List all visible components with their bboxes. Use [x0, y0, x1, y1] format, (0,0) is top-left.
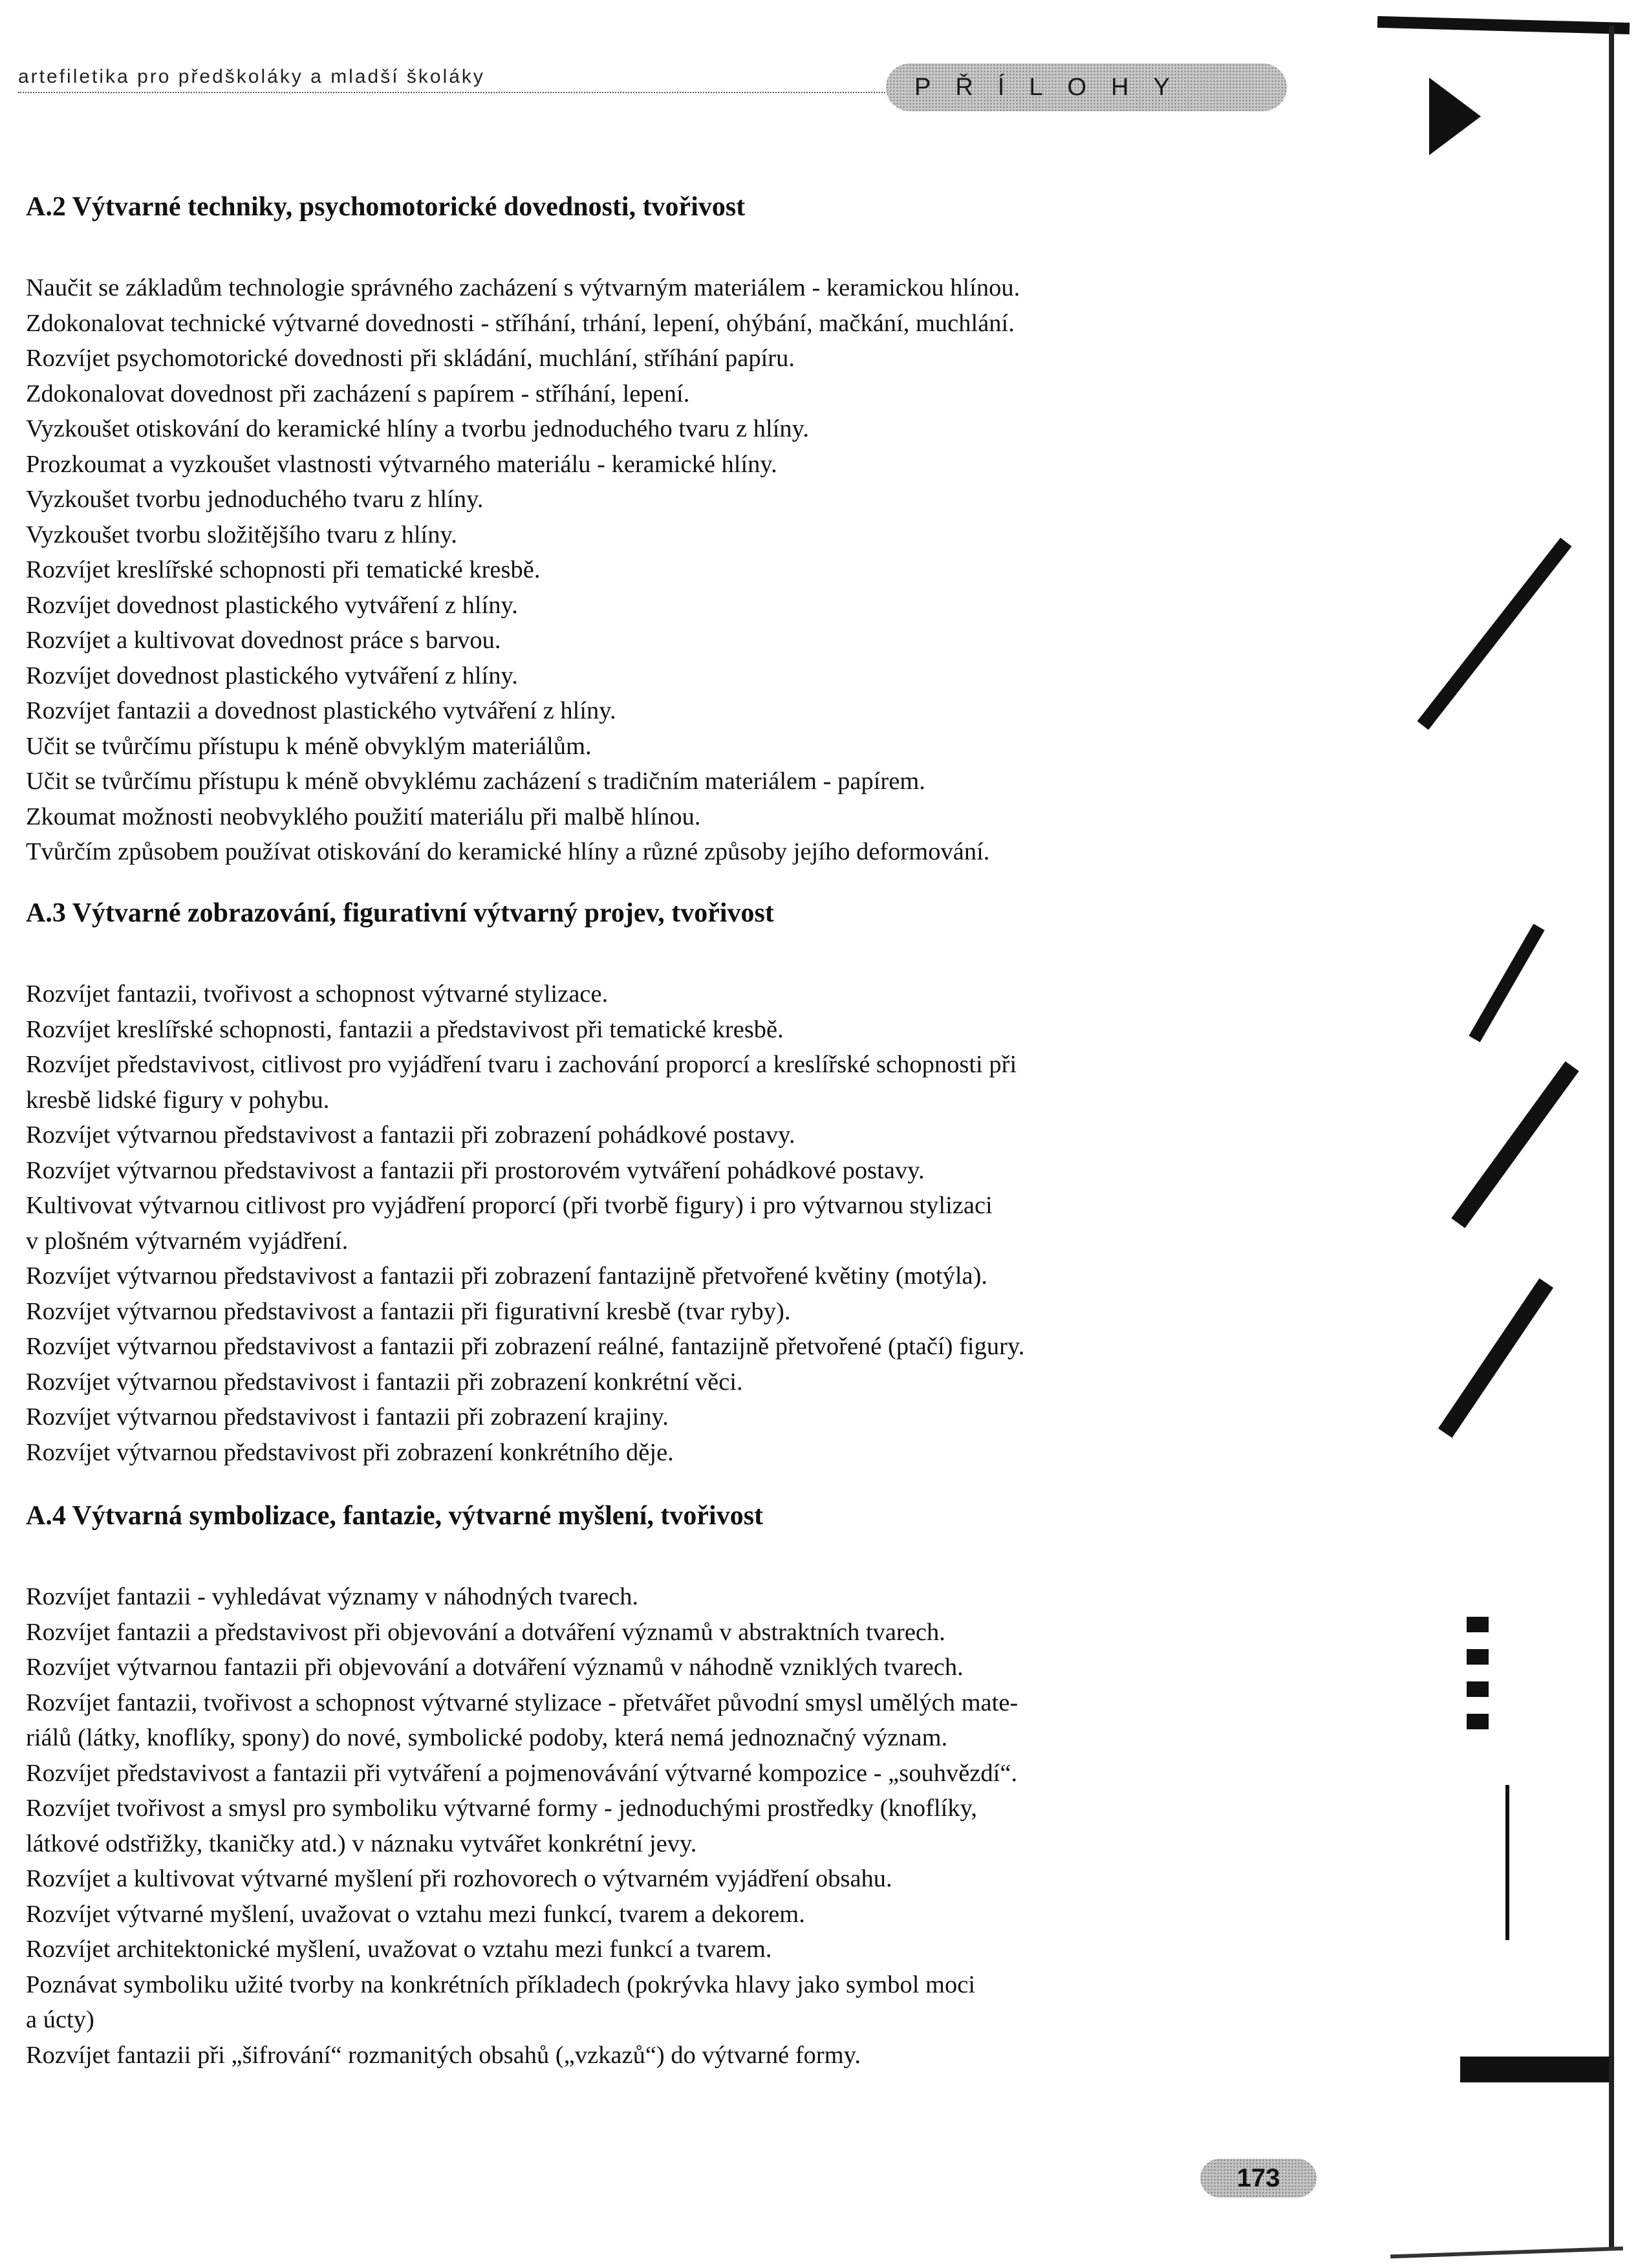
objective-line: Rozvíjet fantazii a představivost při objevování a dotváření významů v abstraktních tvarech. — [26, 1618, 945, 1646]
objective-line: Rozvíjet výtvarnou představivost při zobrazení konkrétního děje. — [26, 1438, 674, 1466]
section-heading: A.3 Výtvarné zobrazování, figurativní výtvarný projev, tvořivost — [26, 898, 774, 928]
objective-line: Rozvíjet a kultivovat výtvarné myšlení při rozhovorech o výtvarném vyjádření obsahu. — [26, 1865, 892, 1892]
objective-line: kresbě lidské figury v pohybu. — [26, 1086, 330, 1114]
objective-line: Rozvíjet výtvarnou fantazii při objevování a dotváření významů v náhodně vzniklých tvarech. — [26, 1654, 964, 1681]
objective-line: Naučit se základům technologie správného zacházení s výtvarným materiálem - keramickou hlínou. — [26, 274, 1020, 301]
section-heading: A.2 Výtvarné techniky, psychomotorické dovednosti, tvořivost — [26, 192, 746, 222]
objective-line: Zdokonalovat technické výtvarné dovednosti - stříhání, trhání, lepení, ohýbání, mačkání, muchlání. — [26, 309, 1015, 337]
objective-line: Rozvíjet výtvarnou představivost a fantazii při figurativní kresbě (tvar ryby). — [26, 1297, 791, 1325]
objective-line: Rozvíjet výtvarnou představivost i fantazii při zobrazení krajiny. — [26, 1403, 669, 1431]
objective-line: Poznávat symboliku užité tvorby na konkrétních příkladech (pokrývka hlavy jako symbol moci — [26, 1971, 976, 1998]
objective-line: riálů (látky, knoflíky, spony) do nové, symbolické podoby, která nemá jednoznačný význam. — [26, 1724, 948, 1751]
section-a2 — [26, 191, 1306, 870]
objective-line: Rozvíjet představivost a fantazii při vytváření a pojmenovávání výtvarné kompozice - „souhvězdí“. — [26, 1759, 1018, 1787]
objective-line: Prozkoumat a vyzkoušet vlastnosti výtvarného materiálu - keramické hlíny. — [26, 450, 777, 478]
objective-line: v plošném výtvarném vyjádření. — [26, 1227, 349, 1255]
objective-line: Učit se tvůrčímu přístupu k méně obvyklému zacházení s tradičním materiálem - papírem. — [26, 768, 925, 795]
section-a3 — [26, 898, 1306, 1470]
scan-vertical-mark — [1505, 1785, 1509, 1940]
section-heading: A.4 Výtvarná symbolizace, fantazie, výtvarné myšlení, tvořivost — [26, 1501, 764, 1531]
objective-line: Rozvíjet dovednost plastického vytváření z hlíny. — [26, 662, 518, 689]
objective-line: Rozvíjet představivost, citlivost pro vyjádření tvaru i zachování proporcí a kreslířské schopnosti při — [26, 1051, 1017, 1078]
scan-tick — [1467, 1681, 1489, 1697]
objective-line: Tvůrčím způsobem používat otiskování do keramické hlíny a různé způsoby jejího deformování. — [26, 838, 990, 865]
objective-line: Rozvíjet a kultivovat dovednost práce s barvou. — [26, 627, 501, 654]
scan-edge-bottom — [1390, 2247, 1623, 2259]
objective-line: Rozvíjet výtvarnou představivost a fantazii při zobrazení reálné, fantazijně přetvořené (ptačí) figury. — [26, 1333, 1025, 1360]
objective-line: Učit se tvůrčímu přístupu k méně obvyklým materiálům. — [26, 732, 592, 760]
objective-line: Vyzkoušet tvorbu jednoduchého tvaru z hlíny. — [26, 486, 484, 513]
page-number: 173 — [1200, 2159, 1317, 2198]
scan-wedge-mark — [1429, 78, 1481, 155]
objective-line: Rozvíjet kreslířské schopnosti při tematické kresbě. — [26, 556, 541, 583]
scan-edge-right — [1609, 26, 1614, 2251]
objective-line: látkové odstřižky, tkaničky atd.) v náznaku vytvářet konkrétní jevy. — [26, 1830, 697, 1857]
objective-line: Rozvíjet fantazii při „šifrování“ rozmanitých obsahů („vzkazů“) do výtvarné formy. — [26, 2041, 861, 2069]
section-tab: PŘÍLOHY — [886, 63, 1287, 111]
objective-line: Vyzkoušet otiskování do keramické hlíny a tvorbu jednoduchého tvaru z hlíny. — [26, 415, 810, 442]
objective-line: Rozvíjet architektonické myšlení, uvažovat o vztahu mezi funkcí a tvarem. — [26, 1936, 772, 1963]
running-title: artefiletika pro předškoláky a mladší školáky — [18, 66, 485, 87]
scan-diagonal-mark — [1451, 1061, 1579, 1228]
objective-line: Rozvíjet fantazii a dovednost plastického vytváření z hlíny. — [26, 697, 616, 724]
scan-diagonal-mark — [1438, 1279, 1553, 1438]
objective-line: a úcty) — [26, 2006, 94, 2033]
objective-line: Vyzkoušet tvorbu složitějšího tvaru z hlíny. — [26, 521, 457, 548]
scan-edge-top — [1377, 16, 1630, 34]
objective-line: Rozvíjet tvořivost a smysl pro symboliku výtvarné formy - jednoduchými prostředky (knoflíky, — [26, 1795, 977, 1822]
objective-line: Rozvíjet dovednost plastického vytváření z hlíny. — [26, 591, 518, 619]
objective-line: Rozvíjet výtvarnou představivost a fantazii při zobrazení pohádkové postavy. — [26, 1121, 795, 1149]
scan-tick — [1467, 1617, 1489, 1632]
header-rule — [18, 92, 898, 93]
objective-list — [26, 270, 1306, 870]
objective-line: Kultivovat výtvarnou citlivost pro vyjádření proporcí (při tvorbě figury) i pro výtvarnou stylizaci — [26, 1192, 993, 1219]
objective-line: Rozvíjet výtvarnou představivost a fantazii při prostorovém vytváření pohádkové postavy. — [26, 1156, 925, 1184]
scan-tick — [1467, 1649, 1489, 1665]
section-a4 — [26, 1500, 1306, 2073]
objective-line: Zdokonalovat dovednost při zacházení s papírem - stříhání, lepení. — [26, 380, 690, 407]
objective-line: Rozvíjet kreslířské schopnosti, fantazii a představivost při tematické kresbě. — [26, 1015, 784, 1043]
objective-line: Rozvíjet výtvarné myšlení, uvažovat o vztahu mezi funkcí, tvarem a dekorem. — [26, 1900, 805, 1928]
objective-line: Rozvíjet fantazii - vyhledávat významy v náhodných tvarech. — [26, 1583, 639, 1610]
scan-diagonal-mark — [1417, 537, 1572, 729]
scan-band — [1460, 2057, 1609, 2082]
objective-line: Zkoumat možnosti neobvyklého použití materiálu při malbě hlínou. — [26, 803, 701, 830]
objective-line: Rozvíjet psychomotorické dovednosti při skládání, muchlání, stříhání papíru. — [26, 345, 795, 372]
objective-line: Rozvíjet fantazii, tvořivost a schopnost výtvarné stylizace. — [26, 980, 609, 1008]
objective-list — [26, 977, 1306, 1470]
scan-diagonal-mark — [1469, 923, 1544, 1042]
objective-line: Rozvíjet výtvarnou představivost i fantazii při zobrazení konkrétní věci. — [26, 1368, 743, 1396]
objective-line: Rozvíjet fantazii, tvořivost a schopnost výtvarné stylizace - přetvářet původní smysl umělých mate- — [26, 1689, 1018, 1716]
objective-line: Rozvíjet výtvarnou představivost a fantazii při zobrazení fantazijně přetvořené květiny (motýla). — [26, 1262, 988, 1290]
objective-list — [26, 1579, 1306, 2073]
scan-tick — [1467, 1714, 1489, 1729]
